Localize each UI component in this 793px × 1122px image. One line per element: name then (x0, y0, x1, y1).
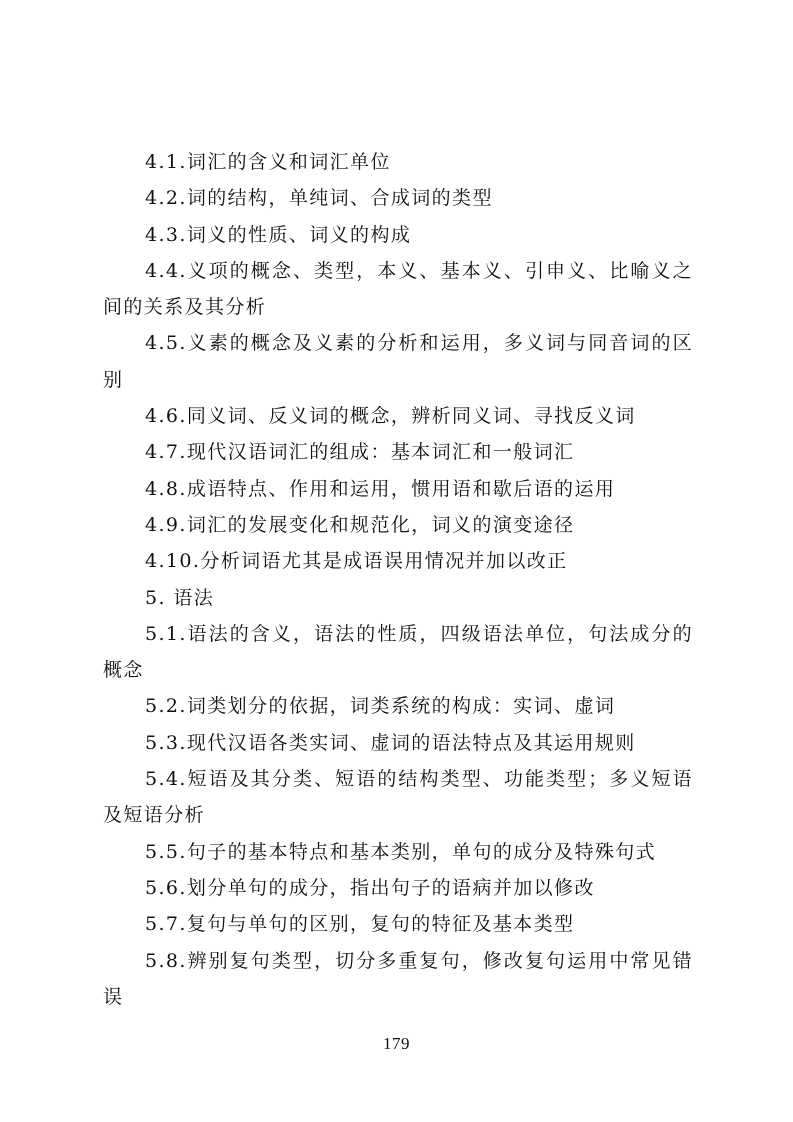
paragraph-4-10: 4.10.分析词语尤其是成语误用情况并加以改正 (145, 550, 568, 573)
paragraph-4-3: 4.3.词义的性质、词义的构成 (145, 223, 412, 246)
paragraph-5-8: 5.8.辨别复句类型，切分多重复句，修改复句运用中常见错误 (103, 949, 693, 1008)
paragraph-4-8: 4.8.成语特点、作用和运用，惯用语和歇后语的运用 (145, 477, 616, 500)
paragraph-4-6: 4.6.同义词、反义词的概念，辨析同义词、寻找反义词 (145, 405, 636, 428)
page-number: 179 (383, 1034, 410, 1053)
paragraph-4-9: 4.9.词汇的发展变化和规范化，词义的演变途径 (145, 513, 575, 536)
paragraph-4-4: 4.4.义项的概念、类型，本义、基本义、引申义、比喻义之间的关系及其分析 (103, 259, 693, 319)
paragraph-5-7: 5.7.复句与单句的区别，复句的特征及基本类型 (145, 913, 575, 936)
paragraph-4-2: 4.2.词的结构，单纯词、合成词的类型 (145, 187, 493, 210)
body-text (103, 144, 693, 1015)
paragraph-4-5: 4.5.义素的概念及义素的分析和运用，多义词与同音词的区别 (103, 332, 693, 391)
section-heading-grammar: 5. 语法 (145, 586, 215, 609)
paragraph-5-1: 5.1.语法的含义，语法的性质，四级语法单位，句法成分的概念 (103, 622, 693, 682)
paragraph-5-4: 5.4.短语及其分类、短语的结构类型、功能类型；多义短语及短语分析 (103, 768, 693, 827)
paragraph-5-2: 5.2.词类划分的依据，词类系统的构成：实词、虚词 (145, 695, 616, 718)
paragraph-4-1: 4.1.词汇的含义和词汇单位 (145, 151, 391, 173)
paragraph-5-3: 5.3.现代汉语各类实词、虚词的语法特点及其运用规则 (145, 731, 636, 754)
paragraph-5-5: 5.5.句子的基本特点和基本类别，单句的成分及特殊句式 (145, 840, 657, 863)
paragraph-4-7: 4.7.现代汉语词汇的组成：基本词汇和一般词汇 (145, 441, 575, 464)
paragraph-5-6: 5.6.划分单句的成分，指出句子的语病并加以修改 (145, 876, 595, 899)
